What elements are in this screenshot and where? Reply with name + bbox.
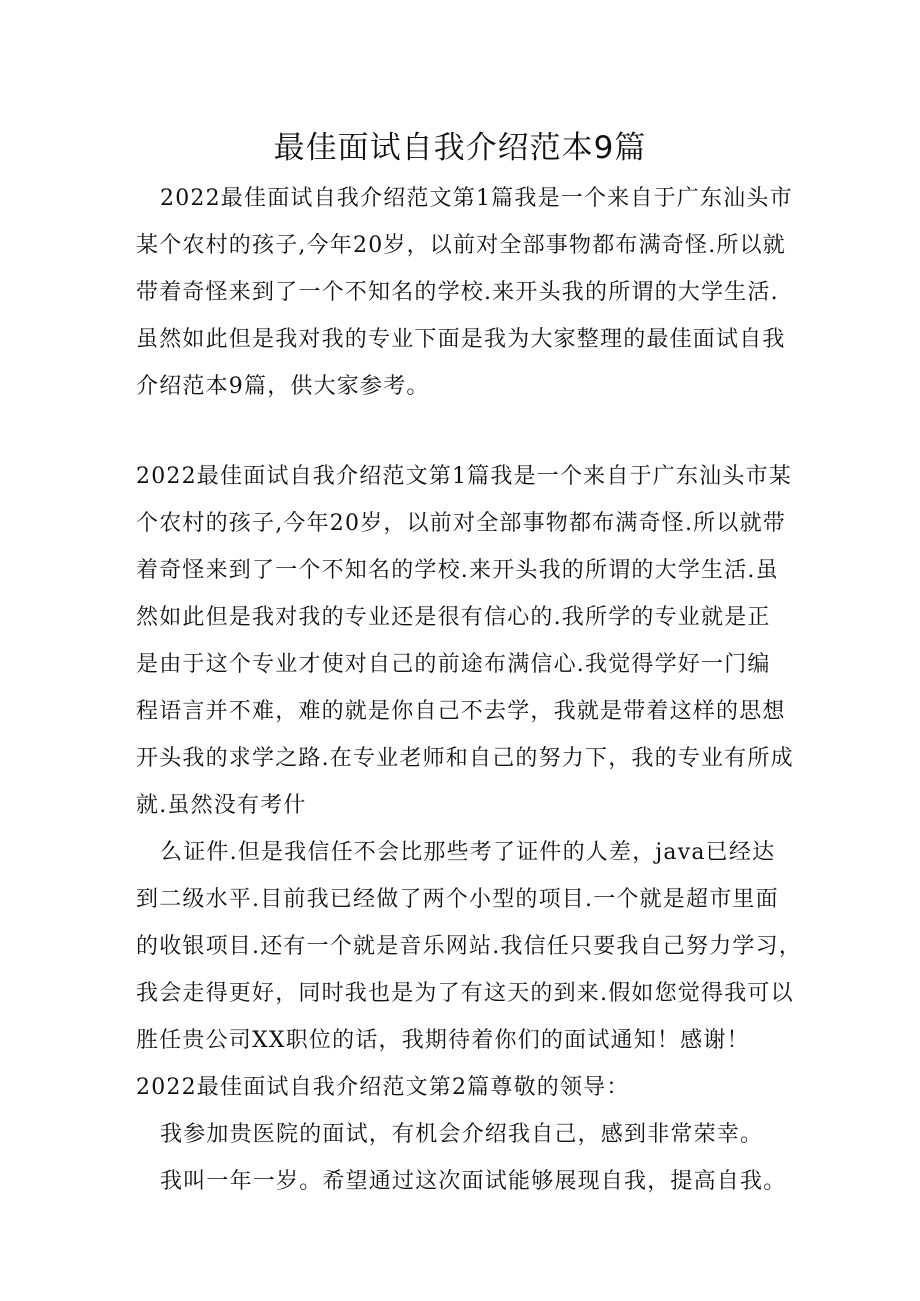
text-line: 到二级水平.目前我已经做了两个小型的项目.一个就是超市里面 [136, 887, 779, 912]
text-line: 2022最佳面试自我介绍范文第1篇我是一个来自于广东汕头市某 [136, 464, 792, 489]
text-line: 程语言并不难，难的就是你自己不去学，我就是带着这样的思想 [136, 699, 786, 724]
text-line: 2022最佳面试自我介绍范文第1篇我是一个来自于广东汕头市 [160, 186, 793, 211]
text-line: 就.虽然没有考什 [136, 793, 307, 818]
text-line: 2022最佳面试自我介绍范文第2篇尊敬的领导： [136, 1075, 630, 1100]
text-line: 么证件.但是我信任不会比那些考了证件的人差，java已经达 [160, 840, 776, 865]
text-line: 我会走得更好，同时我也是为了有这天的到来.假如您觉得我可以 [136, 981, 794, 1006]
text-line: 个农村的孩子,今年20岁，以前对全部事物都布满奇怪.所以就带 [136, 511, 786, 536]
text-line: 然如此但是我对我的专业还是很有信心的.我所学的专业就是正 [136, 605, 771, 630]
text-line: 着奇怪来到了一个不知名的学校.来开头我的所谓的大学生活.虽 [136, 558, 779, 583]
text-line: 是由于这个专业才使对自己的前途布满信心.我觉得学好一门编 [136, 652, 771, 677]
text-line: 的收银项目.还有一个就是音乐网站.我信任只要我自己努力学习， [136, 934, 802, 959]
text-line: 开头我的求学之路.在专业老师和自己的努力下，我的专业有所成 [136, 746, 794, 771]
text-line: 带着奇怪来到了一个不知名的学校.来开头我的所谓的大学生活. [136, 280, 779, 305]
document-title: 最佳面试自我介绍范本9篇 [273, 130, 647, 166]
text-line: 胜任贵公司XX职位的话，我期待着你们的面试通知！感谢！ [136, 1028, 750, 1053]
text-line: 我参加贵医院的面试，有机会介绍我自己，感到非常荣幸。 [160, 1122, 764, 1147]
text-line: 虽然如此但是我对我的专业下面是我为大家整理的最佳面试自我 [136, 327, 786, 352]
text-line: 某个农村的孩子,今年20岁，以前对全部事物都布满奇怪.所以就 [136, 233, 786, 258]
text-line: 我叫一年一岁。希望通过这次面试能够展现自我，提高自我。 [160, 1169, 787, 1194]
text-line: 介绍范本9篇，供大家参考。 [136, 374, 430, 399]
